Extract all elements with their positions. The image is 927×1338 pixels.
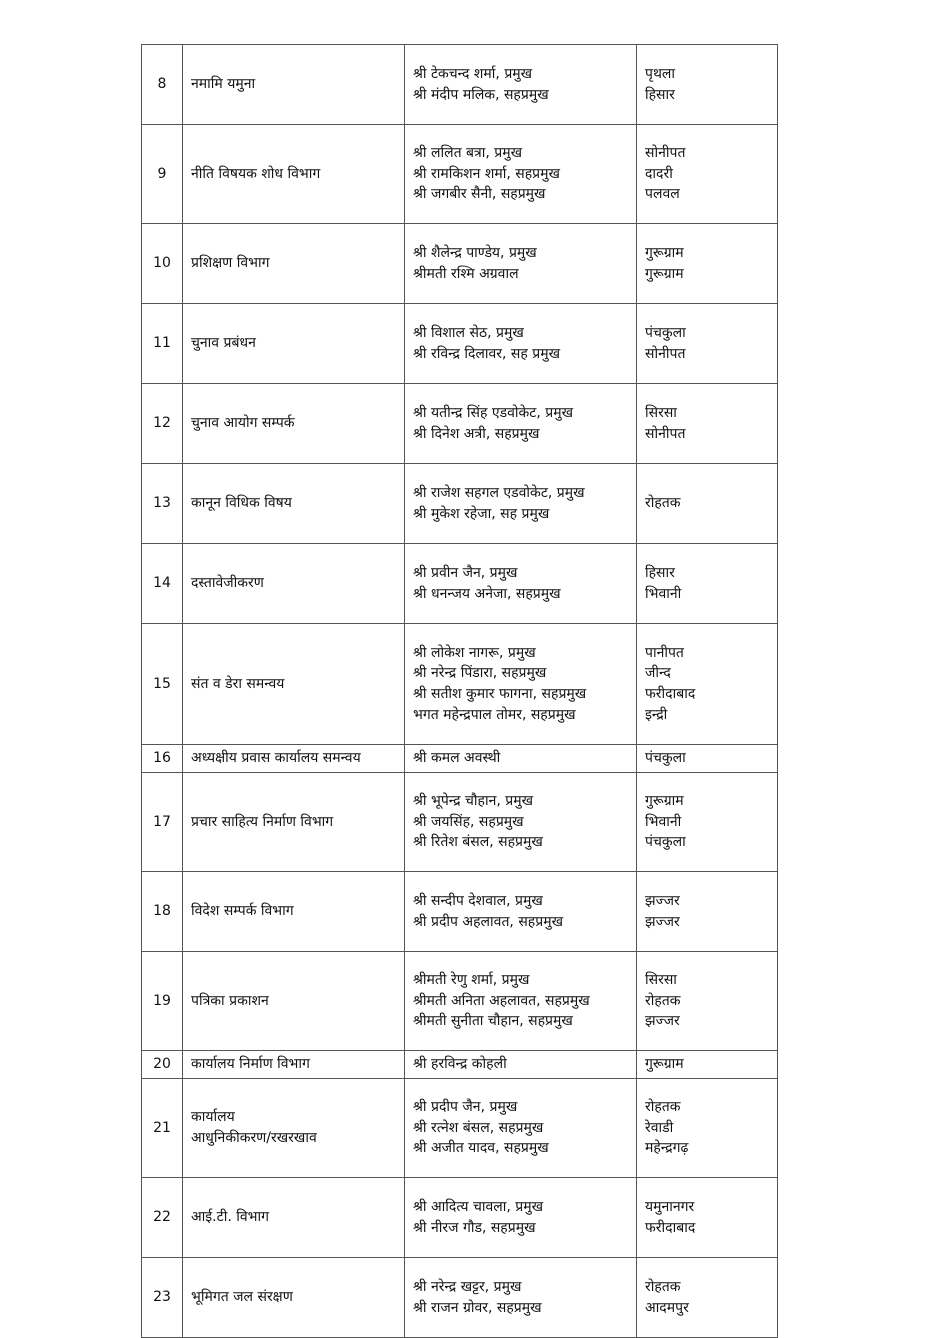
officials-cell	[405, 1079, 637, 1178]
official-name: श्री रामकिशन शर्मा, सहप्रमुख	[413, 165, 560, 182]
officials-cell	[405, 745, 637, 773]
department-cell	[183, 1079, 405, 1178]
official-name: श्रीमती रेणु शर्मा, प्रमुख	[413, 972, 530, 989]
table-row	[142, 45, 778, 125]
official-name: श्रीमती अनिता अहलावत, सहप्रमुख	[413, 992, 590, 1009]
row-number: 19	[142, 952, 183, 1051]
official-name: श्री रविन्द्र दिलावर, सह प्रमुख	[413, 345, 561, 362]
row-number: 13	[142, 464, 183, 544]
officials-cell	[405, 224, 637, 304]
responsibility-table	[141, 44, 778, 1338]
location-name: झज्जर	[645, 913, 680, 930]
officials-cell	[405, 1178, 637, 1258]
location-name: सोनीपत	[645, 345, 686, 362]
location-name: गुरूग्राम	[645, 265, 684, 282]
location-cell	[637, 1079, 778, 1178]
department-line: पत्रिका प्रकाशन	[191, 992, 269, 1009]
location-name: पलवल	[645, 186, 680, 203]
row-number: 11	[142, 304, 183, 384]
official-name: श्री अजीत यादव, सहप्रमुख	[413, 1140, 549, 1157]
officials-cell	[405, 544, 637, 624]
department-line: चुनाव आयोग सम्पर्क	[191, 415, 295, 432]
location-name: झज्जर	[645, 1013, 680, 1030]
officials-cell	[405, 384, 637, 464]
table-row	[142, 304, 778, 384]
department-line: प्रचार साहित्य निर्माण विभाग	[191, 813, 334, 830]
official-name: श्री शैलेन्द्र पाण्डेय, प्रमुख	[413, 244, 537, 261]
official-name: श्री दिनेश अत्री, सहप्रमुख	[413, 425, 540, 442]
table-row	[142, 1258, 778, 1338]
row-number: 17	[142, 773, 183, 872]
location-name: इन्द्री	[645, 706, 668, 723]
row-number: 8	[142, 45, 183, 125]
department-line: अध्यक्षीय प्रवास कार्यालय समन्वय	[191, 750, 361, 767]
table-row	[142, 544, 778, 624]
official-name: श्री नीरज गौड, सहप्रमुख	[413, 1219, 536, 1236]
department-cell	[183, 224, 405, 304]
table-body	[142, 45, 778, 1338]
table-row	[142, 952, 778, 1051]
official-name: श्री विशाल सेठ, प्रमुख	[413, 324, 524, 341]
official-name: श्रीमती रश्मि अग्रवाल	[413, 265, 519, 282]
row-number: 23	[142, 1258, 183, 1338]
row-number: 16	[142, 745, 183, 773]
location-name: भिवानी	[645, 585, 682, 602]
location-name: हिसार	[645, 86, 675, 103]
department-line: कार्यालय	[191, 1109, 235, 1126]
official-name: श्री राजन ग्रोवर, सहप्रमुख	[413, 1299, 542, 1316]
location-cell	[637, 745, 778, 773]
department-cell	[183, 773, 405, 872]
officials-cell	[405, 952, 637, 1051]
location-name: रोहतक	[645, 1278, 681, 1295]
location-name: पंचकुला	[645, 750, 686, 767]
location-name: गुरूग्राम	[645, 793, 684, 810]
location-cell	[637, 952, 778, 1051]
department-line: विदेश सम्पर्क विभाग	[191, 903, 294, 920]
location-name: सिरसा	[645, 972, 677, 989]
table-row	[142, 384, 778, 464]
department-cell	[183, 384, 405, 464]
official-name: श्री भूपेन्द्र चौहान, प्रमुख	[413, 793, 534, 810]
department-cell	[183, 872, 405, 952]
officials-cell	[405, 773, 637, 872]
official-name: श्री धनन्जय अनेजा, सहप्रमुख	[413, 585, 561, 602]
location-name: सोनीपत	[645, 145, 686, 162]
location-name: यमुनानगर	[645, 1198, 695, 1215]
department-cell	[183, 125, 405, 224]
location-name: गुरूग्राम	[645, 244, 684, 261]
department-line: चुनाव प्रबंधन	[191, 335, 256, 352]
department-cell	[183, 1178, 405, 1258]
department-cell	[183, 464, 405, 544]
row-number: 10	[142, 224, 183, 304]
official-name: श्री सतीश कुमार फागना, सहप्रमुख	[413, 686, 587, 702]
official-name: श्री मुकेश रहेजा, सह प्रमुख	[413, 505, 550, 522]
row-number: 20	[142, 1051, 183, 1079]
location-name: पानीपत	[645, 644, 684, 661]
row-number: 12	[142, 384, 183, 464]
location-cell	[637, 773, 778, 872]
official-name: श्री मंदीप मलिक, सहप्रमुख	[413, 86, 549, 103]
location-name: जीन्द	[645, 665, 671, 682]
location-cell	[637, 872, 778, 952]
location-name: पंचकुला	[645, 834, 686, 851]
location-name: फरीदाबाद	[645, 1219, 696, 1236]
official-name: भगत महेन्द्रपाल तोमर, सहप्रमुख	[413, 706, 576, 723]
department-line: आधुनिकीकरण/रखरखाव	[191, 1130, 317, 1146]
official-name: श्री हरविन्द्र कोहली	[413, 1056, 507, 1073]
official-name: श्री आदित्य चावला, प्रमुख	[413, 1198, 544, 1215]
department-line: आई.टी. विभाग	[191, 1209, 269, 1226]
location-cell	[637, 464, 778, 544]
location-name: रेवाडी	[645, 1119, 674, 1136]
location-name: सिरसा	[645, 404, 677, 421]
table-row	[142, 872, 778, 952]
official-name: श्री जयसिंह, सहप्रमुख	[413, 813, 524, 830]
official-name: श्री प्रदीप अहलावत, सहप्रमुख	[413, 913, 564, 930]
official-name: श्री लोकेश नागरू, प्रमुख	[413, 644, 536, 661]
official-name: श्री राजेश सहगल एडवोकेट, प्रमुख	[413, 484, 585, 501]
official-name: श्रीमती सुनीता चौहान, सहप्रमुख	[413, 1013, 573, 1030]
location-cell	[637, 544, 778, 624]
department-cell	[183, 745, 405, 773]
row-number: 15	[142, 624, 183, 745]
row-number: 18	[142, 872, 183, 952]
department-line: नीति विषयक शोध विभाग	[191, 165, 321, 182]
official-name: श्री जगबीर सैनी, सहप्रमुख	[413, 186, 546, 203]
officials-cell	[405, 872, 637, 952]
officials-cell	[405, 1258, 637, 1338]
location-cell	[637, 125, 778, 224]
department-cell	[183, 544, 405, 624]
row-number: 9	[142, 125, 183, 224]
table-row	[142, 1079, 778, 1178]
location-cell	[637, 1178, 778, 1258]
row-number: 14	[142, 544, 183, 624]
department-cell	[183, 952, 405, 1051]
officials-cell	[405, 624, 637, 745]
department-cell	[183, 1258, 405, 1338]
table-row	[142, 745, 778, 773]
location-name: महेन्द्रगढ़	[645, 1140, 689, 1157]
department-line: प्रशिक्षण विभाग	[191, 255, 270, 272]
table-row	[142, 125, 778, 224]
department-cell	[183, 45, 405, 125]
table-row	[142, 464, 778, 544]
official-name: श्री टेकचन्द शर्मा, प्रमुख	[413, 65, 533, 82]
location-name: सोनीपत	[645, 425, 686, 442]
table-row	[142, 624, 778, 745]
location-name: आदमपुर	[645, 1299, 689, 1316]
department-cell	[183, 304, 405, 384]
row-number: 22	[142, 1178, 183, 1258]
official-name: श्री प्रवीन जैन, प्रमुख	[413, 564, 518, 581]
department-line: कार्यालय निर्माण विभाग	[191, 1056, 310, 1073]
location-cell	[637, 304, 778, 384]
department-line: संत व डेरा समन्वय	[191, 675, 285, 692]
officials-cell	[405, 464, 637, 544]
department-line: भूमिगत जल संरक्षण	[191, 1289, 293, 1306]
official-name: श्री नरेन्द्र पिंडारा, सहप्रमुख	[413, 665, 547, 682]
location-name: झज्जर	[645, 892, 680, 909]
location-cell	[637, 384, 778, 464]
official-name: श्री ललित बत्रा, प्रमुख	[413, 145, 523, 162]
officials-cell	[405, 1051, 637, 1079]
location-name: पृथला	[645, 65, 676, 82]
official-name: श्री कमल अवस्थी	[413, 750, 501, 767]
department-line: दस्तावेजीकरण	[191, 575, 264, 592]
location-cell	[637, 1258, 778, 1338]
department-cell	[183, 624, 405, 745]
row-number: 21	[142, 1079, 183, 1178]
officials-cell	[405, 304, 637, 384]
location-name: रोहतक	[645, 495, 681, 512]
location-cell	[637, 1051, 778, 1079]
officials-cell	[405, 125, 637, 224]
location-name: रोहतक	[645, 992, 681, 1009]
table-row	[142, 1178, 778, 1258]
location-name: फरीदाबाद	[645, 686, 696, 702]
official-name: श्री नरेन्द्र खट्टर, प्रमुख	[413, 1278, 522, 1295]
department-line: नमामि यमुना	[191, 76, 256, 93]
table-row	[142, 224, 778, 304]
official-name: श्री रितेश बंसल, सहप्रमुख	[413, 834, 543, 851]
officials-cell	[405, 45, 637, 125]
official-name: श्री रत्नेश बंसल, सहप्रमुख	[413, 1119, 544, 1136]
location-cell	[637, 45, 778, 125]
official-name: श्री प्रदीप जैन, प्रमुख	[413, 1099, 518, 1116]
location-cell	[637, 224, 778, 304]
location-name: गुरूग्राम	[645, 1056, 684, 1073]
location-name: हिसार	[645, 564, 675, 581]
table-row	[142, 773, 778, 872]
location-name: भिवानी	[645, 813, 682, 830]
location-name: पंचकुला	[645, 324, 686, 341]
location-cell	[637, 624, 778, 745]
table-row	[142, 1051, 778, 1079]
official-name: श्री यतीन्द्र सिंह एडवोकेट, प्रमुख	[413, 404, 574, 421]
official-name: श्री सन्दीप देशवाल, प्रमुख	[413, 892, 543, 909]
location-name: दादरी	[645, 165, 673, 182]
department-line: कानून विधिक विषय	[191, 495, 292, 512]
department-cell	[183, 1051, 405, 1079]
location-name: रोहतक	[645, 1099, 681, 1116]
